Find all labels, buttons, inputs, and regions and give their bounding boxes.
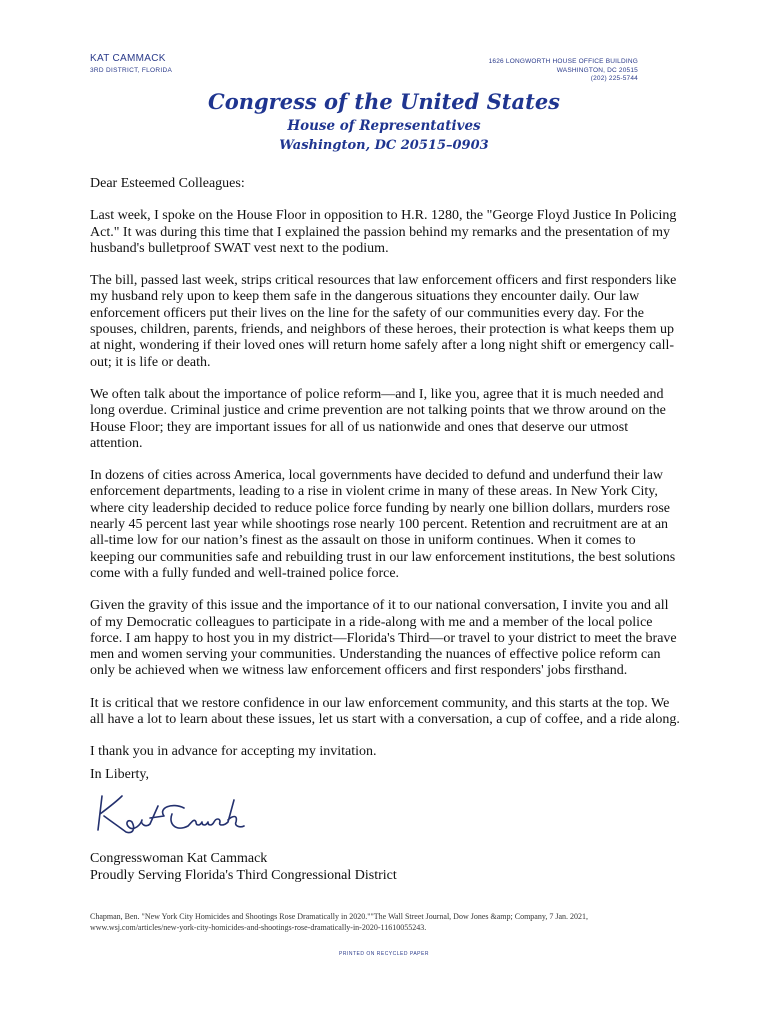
recycled-paper-notice: PRINTED ON RECYCLED PAPER [339,951,429,957]
office-address [489,58,638,84]
footnote-citation: Chapman, Ben. "New York City Homicides and Shootings Rose Dramatically in 2020.""The Wall Street Journal, Dow Jones &amp; Company, 7 Jan. 2021, [90,912,588,921]
sender-block [90,53,172,77]
letterhead-congress: Congress of the United States [207,89,561,114]
salutation: Dear Esteemed Colleagues: [90,176,245,191]
paragraph-4: In dozens of cities across America, local governments have decided to defund and underfund their law enforcement departments, leading to a rise in violent crime in many of these areas. In New York City, where city leadership decided to reduce police force funding by nearly one billion dollars, murders rose nearly 45 percent last year while shootings rose nearly 100 percent. Retention and recruitment are at an all-time low for our nation’s finest as the assault on those in uniform continues. When it comes to keeping our communities safe and rebuilding trust in our law enforcement institutions, the best solutions come with a fully funded and well-trained police force. [90,468,676,581]
sender-district: 3RD DISTRICT, FLORIDA [90,67,173,74]
office-address-line2: WASHINGTON, DC 20515 [556,66,638,74]
paragraph-3: We often talk about the importance of police reform—and I, like you, agree that it is much needed and long overdue. Criminal justice and crime prevention are not talking points that we throw around on the House Floor; they are important issues for all of us nationwide and ones that deserve our utmost attention. [90,386,666,451]
paragraph-1: Last week, I spoke on the House Floor in opposition to H.R. 1280, the "George Floyd Justice In Policing Act." It was during this time that I explained the passion behind my remarks and the presentation of my husband's bulletproof SWAT vest next to the podium. [90,208,677,256]
signature [88,786,248,847]
letterhead-address: Washington, DC 20515–0903 [279,138,489,153]
paragraph-6: It is critical that we restore confidence in our law enforcement community, and this starts at the top. We all have a lot to learn about these issues, let us start with a conversation, a cup of coffee, and a ride along. [90,695,680,728]
office-address-line1: 1626 LONGWORTH HOUSE OFFICE BUILDING [488,58,638,65]
letter-body [90,176,680,777]
paragraph-5: Given the gravity of this issue and the importance of it to our national conversation, I invite you and all of my Democratic colleagues to participate in a ride-along with me and a member of the local police force. I am happy to host you in my district—Florida's Third—or travel to your district to meet the brave men and women serving your communities. Understanding the nuances of effective police reform can only be achieved when we witness law enforcement officers and first responders' jobs firsthand. [90,598,677,679]
office-phone: (202) 225-5744 [590,75,638,82]
closing: In Liberty, [90,767,149,782]
paragraph-2: The bill, passed last week, strips critical resources that law enforcement officers and first responders like my husband rely upon to keep them safe in the dangerous situations they encounter daily. Our law enforcement officers put their lives on the line for the safety of our communities every day. For the spouses, children, parents, friends, and neighbors of these heroes, their protection is what keeps them up at night, wondering if their loved ones will return home safely after a long night shift or emergency call-out; it is life or death. [90,273,677,370]
footnote [90,911,690,933]
signer-title: Congresswoman Kat Cammack [90,851,268,866]
letterhead [0,88,768,156]
signature-block [90,850,397,884]
paragraph-7: I thank you in advance for accepting my invitation. [90,744,377,760]
footnote-url: www.wsj.com/articles/new-york-city-homicides-and-shootings-rose-dramatically-in-2020-11610055243. [90,923,427,932]
sender-name: KAT CAMMACK [90,53,166,64]
signer-tagline: Proudly Serving Florida's Third Congressional District [90,868,397,883]
signature-image [88,786,248,842]
letterhead-house: House of Representatives [287,118,481,134]
